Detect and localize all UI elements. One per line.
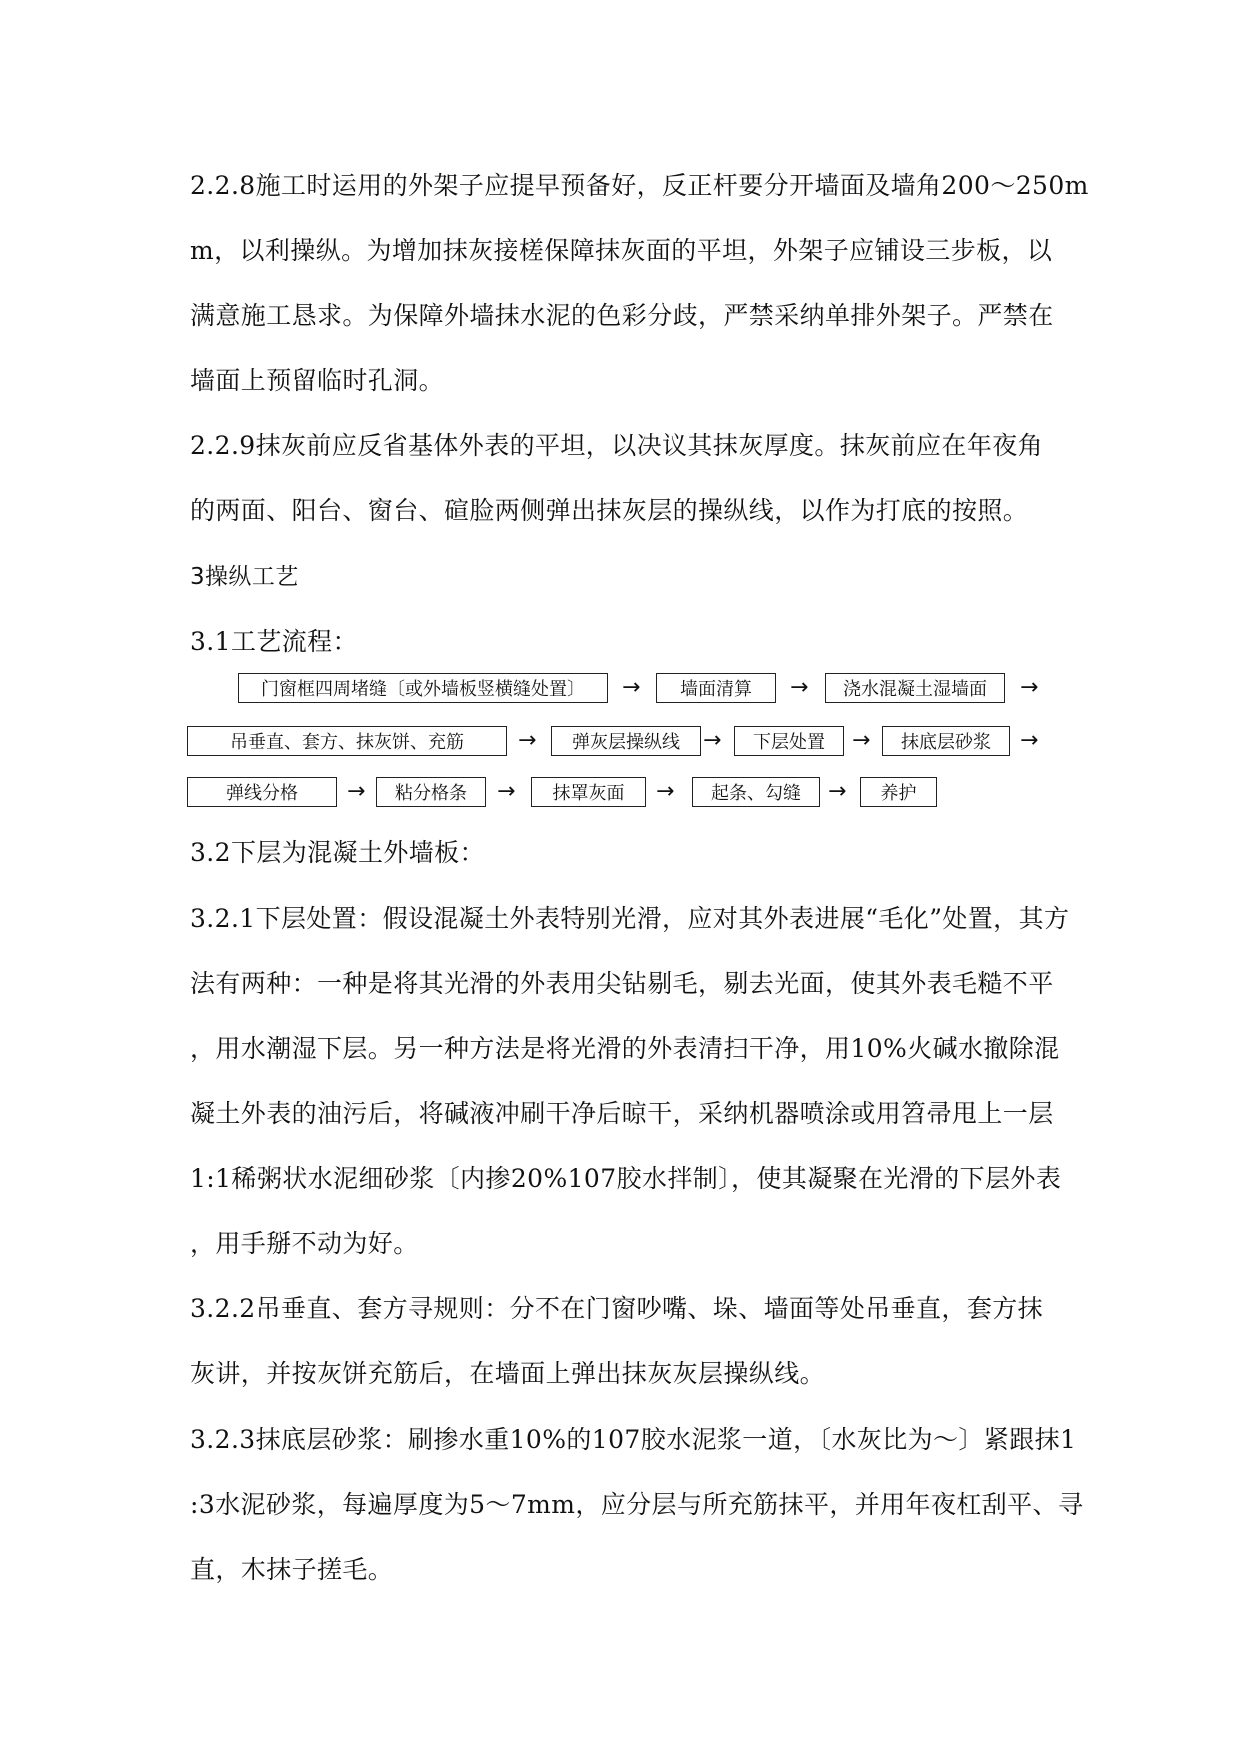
subsection-heading: 3.1工艺流程： — [190, 627, 358, 656]
flow-step: 弹灰层操纵线 — [551, 726, 701, 756]
text-line: ，用手掰不动为好。 — [190, 1229, 419, 1258]
flow-arrow: → — [518, 728, 537, 753]
subsection-heading: 3.2下层为混凝土外墙板： — [190, 838, 485, 867]
section-heading: 3操纵工艺 — [190, 564, 299, 590]
text-line: ，用水潮湿下层。另一种方法是将光滑的外表清扫干净，用10%火碱水撤除混 — [190, 1034, 1060, 1063]
text-line: 1:1稀粥状水泥细砂浆〔内掺20%107胶水拌制〕，使其凝聚在光滑的下层外表 — [190, 1164, 1062, 1193]
text-line: 3.2.1下层处置：假设混凝土外表特别光滑，应对其外表进展“毛化”处置，其方 — [190, 904, 1070, 933]
flow-step: 抹罩灰面 — [531, 777, 646, 807]
text-line: 灰讲，并按灰饼充筋后，在墙面上弹出抹灰灰层操纵线。 — [190, 1359, 826, 1388]
text-line: 满意施工恳求。为保障外墙抹水泥的色彩分歧，严禁采纳单排外架子。严禁在 — [190, 301, 1054, 330]
text-line: :3水泥砂浆，每遍厚度为5～7mm，应分层与所充筋抹平，并用年夜杠刮平、寻 — [190, 1490, 1084, 1519]
flow-arrow: → — [656, 779, 675, 804]
text-line: 2.2.9抹灰前应反省基体外表的平坦，以决议其抹灰厚度。抹灰前应在年夜角 — [190, 431, 1044, 460]
flow-step: 浇水混凝土湿墙面 — [825, 673, 1005, 703]
flow-arrow: → — [828, 779, 847, 804]
flow-step: 养护 — [860, 777, 937, 807]
text-line: 3.2.3抹底层砂浆：刷掺水重10%的107胶水泥浆一道，〔水灰比为～〕紧跟抹1 — [190, 1425, 1077, 1454]
flow-step: 弹线分格 — [187, 777, 337, 807]
flow-arrow: → — [622, 675, 641, 700]
flow-step: 抹底层砂浆 — [882, 726, 1010, 756]
flow-step: 粘分格条 — [376, 777, 486, 807]
flow-arrow: → — [1020, 675, 1039, 700]
text-line: 的两面、阳台、窗台、碹脸两侧弹出抹灰层的操纵线，以作为打底的按照。 — [190, 496, 1029, 525]
text-line: 直，木抹子搓毛。 — [190, 1555, 394, 1584]
text-line: 2.2.8施工时运用的外架子应提早预备好，反正杆要分开墙面及墙角200～250m — [190, 171, 1089, 200]
flow-arrow: → — [852, 728, 871, 753]
flow-step: 下层处置 — [734, 726, 844, 756]
flow-step: 吊垂直、套方、抹灰饼、充筋 — [187, 726, 507, 756]
flow-arrow: → — [703, 728, 722, 753]
flow-arrow: → — [1020, 728, 1039, 753]
flow-arrow: → — [790, 675, 809, 700]
text-line: m，以利操纵。为增加抹灰接槎保障抹灰面的平坦，外架子应铺设三步板，以 — [190, 236, 1053, 265]
flow-arrow: → — [347, 779, 366, 804]
flow-step: 门窗框四周堵缝〔或外墙板竖横缝处置〕 — [238, 673, 608, 703]
text-line: 凝土外表的油污后，将碱液冲刷干净后晾干，采纳机器喷涂或用笤帚甩上一层 — [190, 1099, 1054, 1128]
flow-arrow: → — [497, 779, 516, 804]
text-line: 3.2.2吊垂直、套方寻规则：分不在门窗吵嘴、垛、墙面等处吊垂直，套方抹 — [190, 1294, 1044, 1323]
flow-step: 起条、勾缝 — [692, 777, 820, 807]
flow-step: 墙面清算 — [656, 673, 776, 703]
text-line: 墙面上预留临时孔洞。 — [190, 366, 445, 395]
text-line: 法有两种：一种是将其光滑的外表用尖钻剔毛，剔去光面，使其外表毛糙不平 — [190, 969, 1054, 998]
